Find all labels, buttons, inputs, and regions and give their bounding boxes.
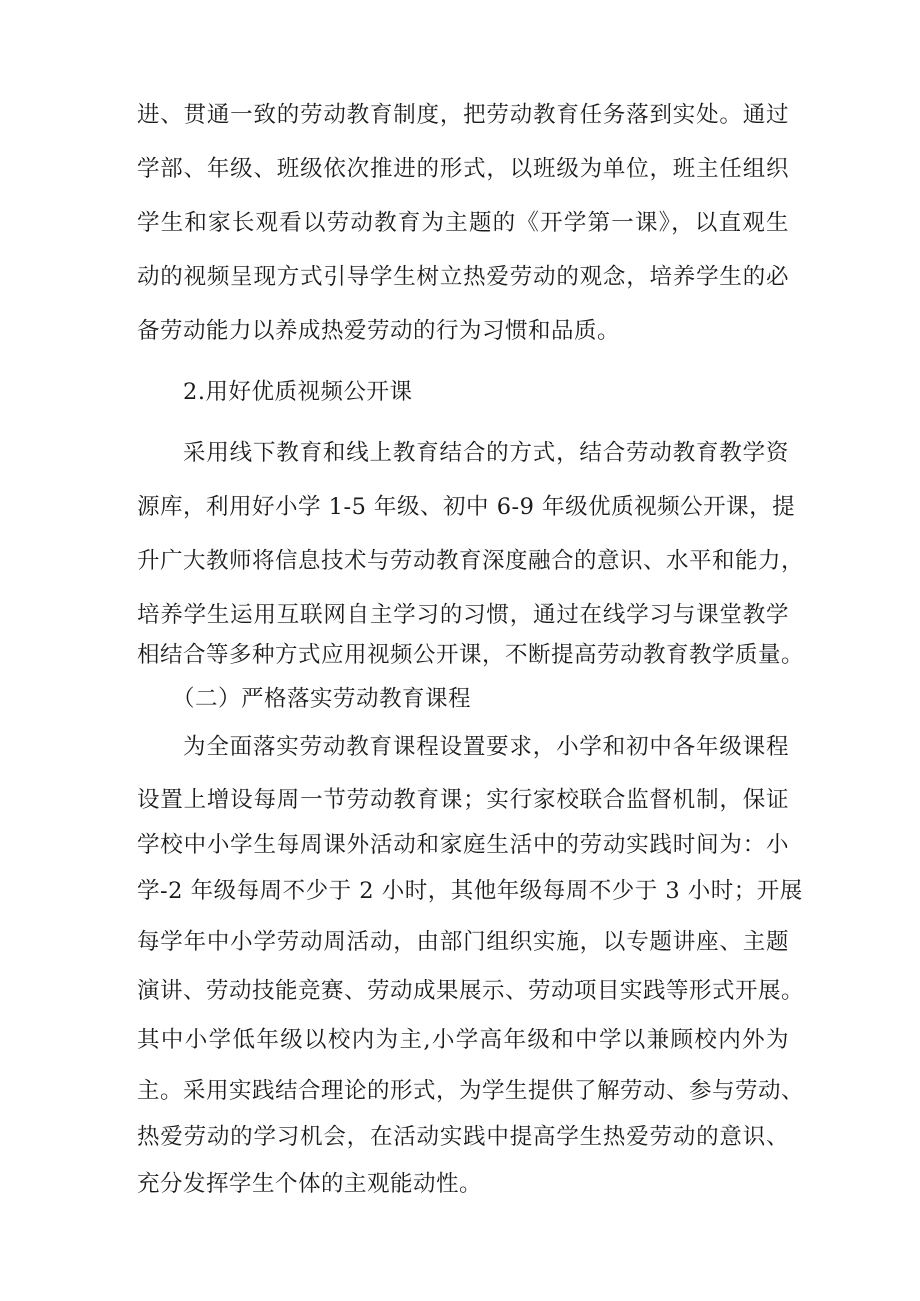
paragraph-3-line-7: 其中小学低年级以校内为主,小学高年级和中学以兼顾校内外为 — [137, 1027, 789, 1053]
paragraph-2-line-5: 相结合等多种方式应用视频公开课，不断提高劳动教育教学质量。 — [137, 642, 805, 668]
paragraph-1-line-5: 备劳动能力以养成热爱劳动的行为习惯和品质。 — [137, 318, 621, 344]
paragraph-3-line-8: 主。采用实践结合理论的形式，为学生提供了解劳动、参与劳动、 — [137, 1078, 805, 1104]
paragraph-1-line-3: 学生和家长观看以劳动教育为主题的《开学第一课》，以直观生 — [137, 210, 789, 236]
paragraph-3-line-4: 学-2 年级每周不少于 2 小时，其他年级每周不少于 3 小时；开展 — [137, 878, 803, 904]
paragraph-1-line-2: 学部、年级、班级依次推进的形式，以班级为单位，班主任组织 — [137, 156, 789, 182]
paragraph-2-line-2: 源库，利用好小学 1-5 年级、初中 6-9 年级优质视频公开课，提 — [137, 494, 796, 520]
paragraph-3-line-6: 演讲、劳动技能竞赛、劳动成果展示、劳动项目实践等形式开展。 — [137, 978, 805, 1004]
paragraph-3-line-2: 设置上增设每周一节劳动教育课；实行家校联合监督机制，保证 — [137, 787, 789, 813]
paragraph-3-line-1: 为全面落实劳动教育课程设置要求，小学和初中各年级课程 — [183, 734, 789, 760]
paragraph-1-line-4: 动的视频呈现方式引导学生树立热爱劳动的观念，培养学生的必 — [137, 264, 789, 290]
paragraph-2-line-4: 培养学生运用互联网自主学习的习惯，通过在线学习与课堂教学 — [137, 602, 789, 628]
subsection-heading: 2.用好优质视频公开课 — [183, 379, 413, 405]
paragraph-3-line-9: 热爱劳动的学习机会，在活动实践中提高学生热爱劳动的意识、 — [137, 1124, 789, 1150]
paragraph-1-line-1: 进、贯通一致的劳动教育制度，把劳动教育任务落到实处。通过 — [137, 102, 789, 128]
paragraph-3-line-10: 充分发挥学生个体的主观能动性。 — [137, 1171, 483, 1197]
paragraph-2-line-3: 升广大教师将信息技术与劳动教育深度融合的意识、水平和能力， — [137, 548, 805, 574]
paragraph-3-line-5: 每学年中小学劳动周活动，由部门组织实施，以专题讲座、主题 — [137, 929, 789, 955]
section-heading: （二）严格落实劳动教育课程 — [172, 686, 472, 712]
paragraph-2-line-1: 采用线下教育和线上教育结合的方式，结合劳动教育教学资 — [183, 440, 789, 466]
paragraph-3-line-3: 学校中小学生每周课外活动和家庭生活中的劳动实践时间为：小 — [137, 832, 789, 858]
